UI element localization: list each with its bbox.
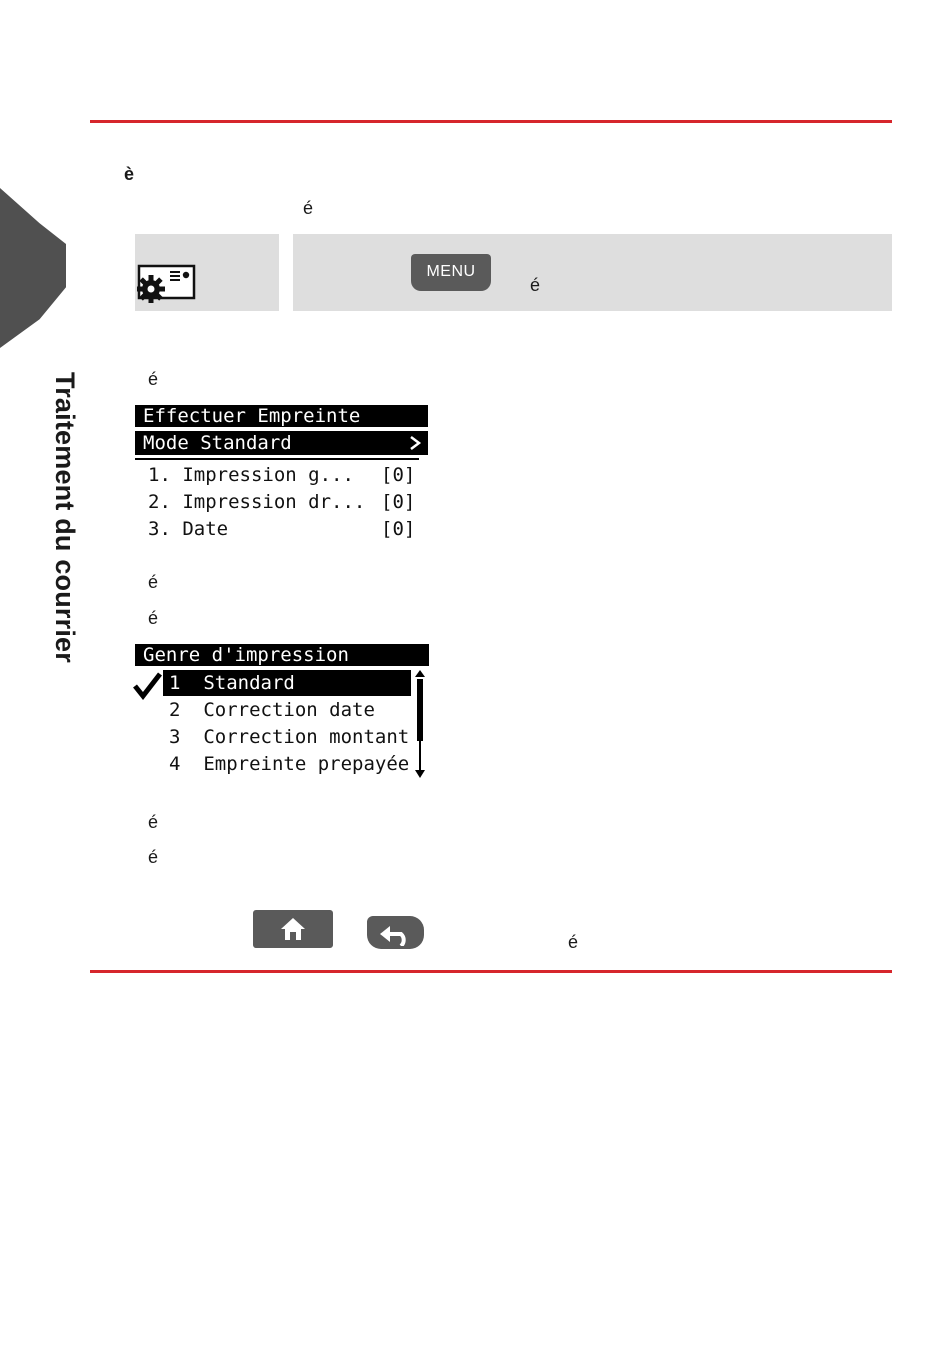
settings-panel-icon-cell — [135, 234, 279, 311]
item-label: Empreinte prepayée — [203, 753, 410, 775]
intro-glyph-2: é — [303, 198, 314, 218]
mode-label: Mode Standard — [143, 432, 292, 454]
section-title: Traitement du courrier — [50, 372, 80, 663]
screen-title: Effectuer Empreinte — [135, 405, 428, 427]
intro-glyph: è — [124, 164, 135, 184]
screen-title: Genre d'impression — [135, 644, 429, 666]
section-tab — [0, 188, 66, 348]
back-button[interactable] — [367, 916, 424, 949]
list-item[interactable]: 1. Impression g... — [148, 464, 354, 486]
step-glyph: é — [148, 369, 159, 389]
lcd-screen-main — [135, 405, 429, 545]
scrollbar[interactable] — [413, 670, 427, 780]
bottom-rule — [90, 970, 892, 973]
list-item-value: [0] — [381, 518, 416, 540]
list-item-value: [0] — [381, 464, 416, 486]
back-arrow-icon — [377, 920, 415, 946]
item-label: Standard — [203, 672, 295, 694]
list-item-value: [0] — [381, 491, 416, 513]
list-item[interactable] — [169, 724, 413, 750]
home-button[interactable] — [253, 910, 333, 948]
list-item[interactable]: 3. Date — [148, 518, 229, 540]
menu-glyph: é — [530, 275, 541, 295]
step-glyph: é — [148, 847, 159, 867]
step-glyph: é — [148, 608, 159, 628]
screen-divider — [135, 458, 419, 460]
item-number: 3 — [169, 726, 181, 748]
home-icon — [279, 916, 307, 942]
settings-mail-icon — [135, 262, 197, 304]
lcd-screen-print-type — [133, 644, 429, 784]
mode-standard-item[interactable] — [135, 431, 428, 455]
step-glyph: é — [148, 812, 159, 832]
chevron-right-icon — [408, 435, 422, 451]
list-item[interactable]: 2. Impression dr... — [148, 491, 366, 513]
item-label: Correction date — [203, 699, 375, 721]
list-item[interactable] — [169, 751, 413, 777]
step-glyph: é — [148, 572, 159, 592]
settings-panel-text-cell — [293, 234, 892, 311]
menu-button[interactable]: MENU — [411, 254, 491, 291]
list-item[interactable] — [169, 697, 375, 723]
item-number: 2 — [169, 699, 181, 721]
checkmark-icon — [133, 672, 163, 700]
top-rule — [90, 120, 892, 123]
footer-glyph: é — [568, 932, 579, 952]
item-number: 4 — [169, 753, 181, 775]
item-label: Correction montant — [203, 726, 410, 748]
item-number: 1 — [169, 672, 181, 694]
list-item-selected[interactable] — [163, 670, 411, 696]
